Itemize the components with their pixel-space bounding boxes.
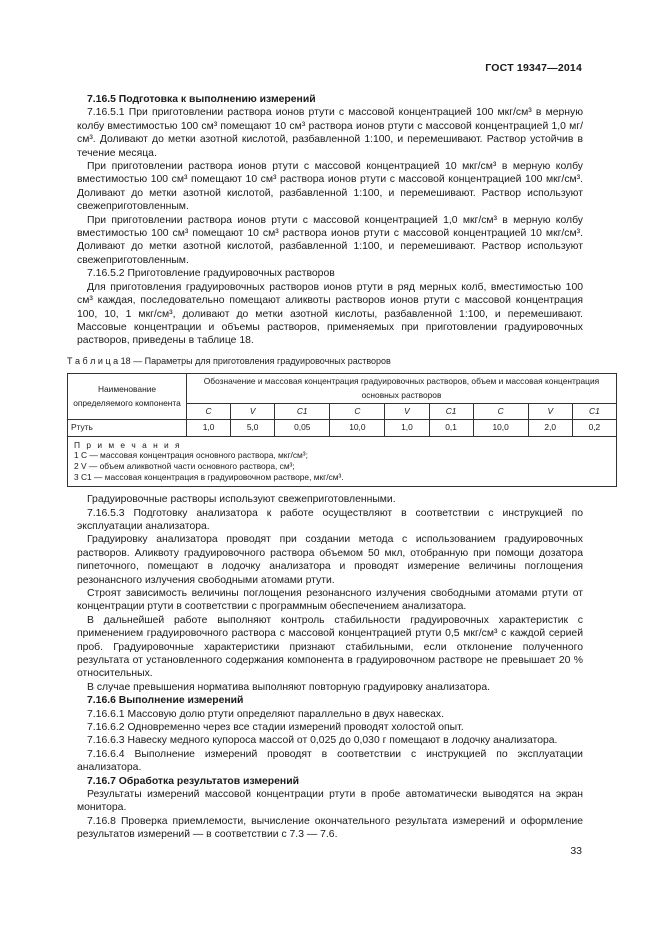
subheader-cell: C — [330, 403, 385, 419]
table-notes-row — [68, 436, 617, 486]
paragraph-71661-text: 7.16.6.1 Массовую долю ртути определяют параллельно в двух навесках. — [87, 708, 444, 720]
paragraph-fresh-solutions — [77, 493, 583, 506]
paragraph-71662-text: 7.16.6.2 Одновременно через все стадии измерений проводят холостой опыт. — [87, 722, 464, 734]
note-2: 2 V — объем аликвотной части основного раствора, см³; — [74, 460, 295, 471]
paragraph-71661 — [77, 708, 583, 721]
subheader-cell: C — [473, 403, 528, 419]
paragraph-7168 — [77, 815, 583, 842]
paragraph-recalibration — [77, 681, 583, 694]
paragraph-fresh-solutions-text: Градуировочные растворы используют свежеприготовленными. — [87, 494, 396, 506]
header-component: Наименование определяемого компонента — [68, 374, 187, 420]
section-title-7165: 7.16.5 Подготовка к выполнению измерений — [87, 94, 316, 105]
table-cell: 1,0 — [187, 420, 231, 436]
paragraph-results-output-text: Результаты измерений массовой концентрации ртути в пробе автоматически выводятся на экран монитора. — [77, 789, 583, 814]
table-caption — [67, 355, 583, 368]
header-group: Обозначение и массовая концентрация градуировочных растворов, объем и массовая концентрация основных растворов — [187, 374, 617, 404]
paragraph-71651-text: 7.16.5.1 При приготовлении раствора ионов ртути с массовой концентрацией 100 мкг/см³ в мерную колбу вместимостью 100 см³ помещают 10 см³ раствора ионов ртути с массовой концентрацией 1,0 мг/см³. Доливают до метки азотной кислотой, разбавленной 1:100, и перемешивают. Раствор устойчив в течение месяца. — [77, 107, 583, 159]
paragraph-solution-1-text: При приготовлении раствора ионов ртути с массовой концентрацией 1,0 мкг/см³ в мерную колбу вместимостью 100 см³ помещают 10 см³ раствора ионов ртути с массовой концентрацией 10 мкг/см³. Доливают до метки азотной кислотой, разбавленной 1:100, и перемешивают. Раствор используют свежеприготовленным. — [77, 214, 583, 266]
paragraph-71662 — [77, 721, 583, 734]
table-cell: 0,2 — [572, 420, 616, 436]
subheader-cell: C1 — [275, 403, 330, 419]
row-component-name: Ртуть — [68, 420, 187, 436]
paragraph-71653 — [77, 507, 583, 534]
paragraph-dependency — [77, 587, 583, 614]
table-cell: 0,05 — [275, 420, 330, 436]
subheader-cell: V — [231, 403, 275, 419]
section-title-7166: 7.16.6 Выполнение измерений — [87, 695, 244, 707]
paragraph-dependency-text: Строят зависимость величины поглощения резонансного излучения свободными атомами ртути от концентрации ртути в соответствии с программным обеспечением анализатора. — [77, 587, 583, 613]
table-notes — [68, 436, 617, 486]
table-cell: 10,0 — [473, 420, 528, 436]
paragraph-solution-10 — [77, 160, 583, 214]
paragraph-calibration — [77, 533, 583, 587]
subheader-cell: C1 — [429, 403, 473, 419]
notes-title: П р и м е ч а н и я — [74, 439, 182, 450]
paragraph-calibration-prep-text: Для приготовления градуировочных растворов ионов ртути в ряд мерных колб, вместимостью 100 см³ каждая, последовательно помещают аликвоты растворов ионов ртути с массовой концентрация 100, 10, 1 мкг/см³, доливают до метки азотной кислоты, разбавленной 1:100, и перемешивают. Массовые концентрации и объемы растворов, применяемых при приготовлении градуировочных растворов, приведены в таблице 18. — [77, 281, 583, 347]
table-caption-text: — Параметры для приготовления градуировочных растворов — [130, 355, 391, 366]
paragraph-stability — [77, 614, 583, 681]
table-cell: 5,0 — [231, 420, 275, 436]
subheader-cell: C — [187, 403, 231, 419]
paragraph-7168-text: 7.16.8 Проверка приемлемости, вычисление окончательного результата измерений и оформление результатов измерений — в соответствии с 7.3 — 7.6. — [77, 815, 583, 841]
paragraph-solution-1 — [77, 214, 583, 268]
paragraph-71652 — [77, 267, 583, 280]
paragraph-71663 — [77, 734, 583, 747]
paragraph-calibration-prep — [77, 281, 583, 348]
note-1: 1 C — массовая концентрация основного раствора, мкг/см³; — [74, 450, 308, 461]
paragraph-recalibration-text: В случае превышения норматива выполняют повторную градуировку анализатора. — [87, 681, 490, 693]
table-header-row — [68, 374, 617, 404]
paragraph-71652-text: 7.16.5.2 Приготовление градуировочных растворов — [87, 268, 335, 280]
paragraph-71653-text: 7.16.5.3 Подготовку анализатора к работе осуществляют в соответствии с инструкцией по эксплуатации анализатора. — [77, 507, 583, 532]
paragraph-stability-text: В дальнейшей работе выполняют контроль стабильности градуировочных характеристик с применением градуировочного раствора с массовой концентрацией ртути 0,5 мкг/см³ с каждой серией проб. Градуировочные характеристики признают стабильными, если отклонение полученного результата от установленного содержания компонента в градуировочном растворе не превышает 20 % относительных. — [77, 614, 583, 680]
paragraph-results-output — [77, 788, 583, 815]
paragraph-solution-10-text: При приготовлении раствора ионов ртути с массовой концентрацией 10 мкг/см³ в мерную колбу вместимостью 100 см³ помещают 10 см³ раствора ионов ртути с массовой концентрацией 100 мкг/см³. Доливают до метки азотной кислотой, разбавленной 1:100, и перемешивают. Раствор используют свежеприготовленным. — [77, 161, 583, 213]
subheader-cell: C1 — [572, 403, 616, 419]
table-caption-prefix: Т а б л и ц а 18 — [67, 355, 131, 366]
note-3: 3 C1 — массовая концентрация в градуировочном растворе, мкг/см³. — [74, 471, 344, 482]
document-body — [67, 93, 601, 842]
table-cell: 2,0 — [528, 420, 572, 436]
page-number: 33 — [570, 845, 582, 857]
table-cell: 1,0 — [385, 420, 429, 436]
table-18 — [67, 373, 617, 487]
paragraph-71663-text: 7.16.6.3 Навеску медного купороса массой от 0,025 до 0,030 г помещают в лодочку анализатора. — [87, 735, 558, 747]
section-title-7167: 7.16.7 Обработка результатов измерений — [87, 775, 299, 787]
standard-header: ГОСТ 19347—2014 — [485, 62, 582, 74]
table-cell: 0,1 — [429, 420, 473, 436]
subheader-cell: V — [385, 403, 429, 419]
table-cell: 10,0 — [330, 420, 385, 436]
paragraph-71664-text: 7.16.6.4 Выполнение измерений проводят в соответствии с инструкцией по эксплуатации анализатора. — [77, 748, 583, 774]
table-row — [68, 420, 617, 436]
paragraph-71651 — [77, 106, 583, 160]
paragraph-calibration-text: Градуировку анализатора проводят при создании метода с использованием градуировочных растворов. Аликвоту градуировочного раствора объемом 50 мкл, отобранную при помощи дозатора пипеточного, помещают в лодочку анализатора и проводят измерение величины поглощения резонансного излучения свободными атомами ртути. — [77, 534, 583, 586]
subheader-cell: V — [528, 403, 572, 419]
paragraph-71664 — [77, 748, 583, 775]
